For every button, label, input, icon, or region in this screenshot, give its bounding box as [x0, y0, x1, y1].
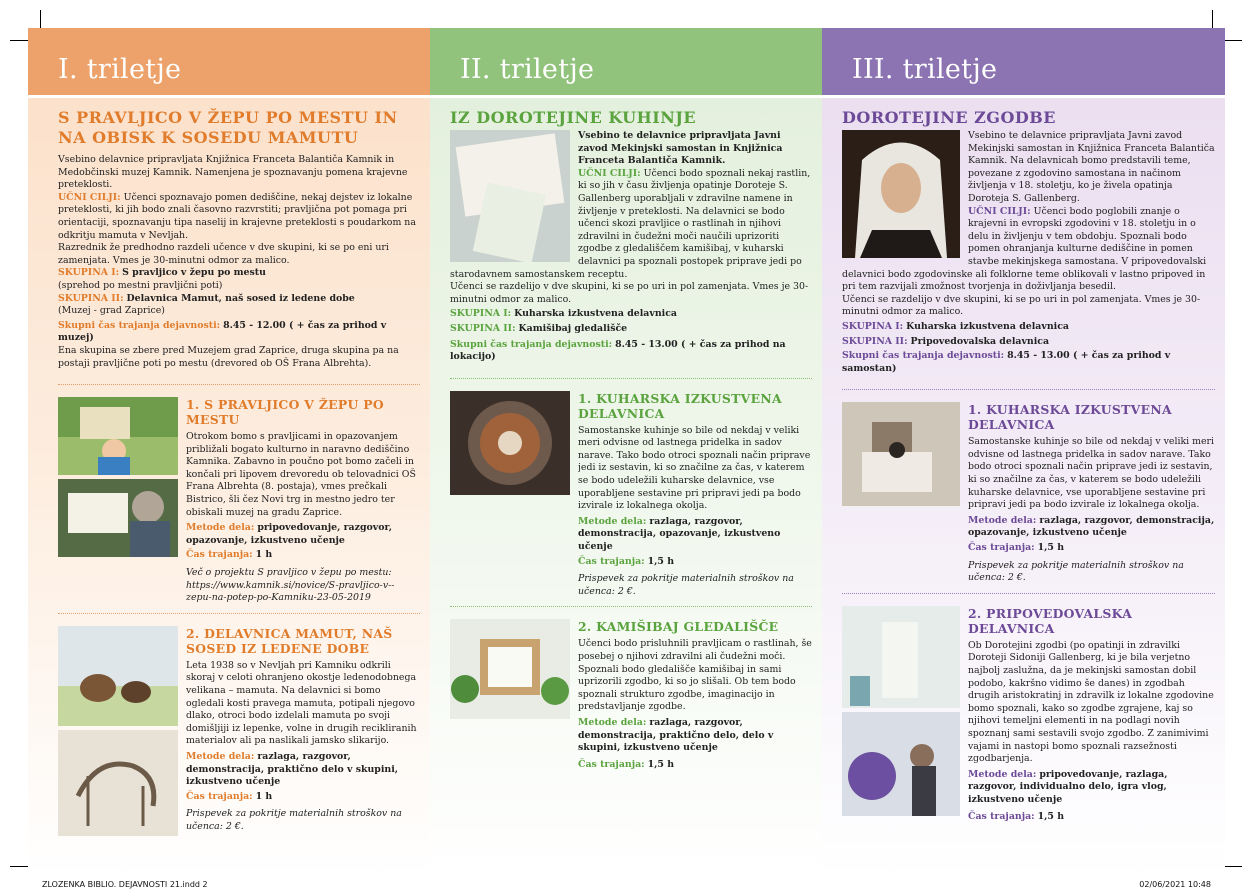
activity-text: Ob Dorotejini zgodbi (po opatinji in zdravilki Doroteji Sidoniji Gallenberg, ki je bila verjetno najbolj zaslužna, da je mekinjski samostan dobil podobo, kakršno vidimo še danes) in zgodbah drugih aristokratinj in zdravilk iz lokalne zgodovine bomo spoznali, kako so zgodbe zgrajene, kaj so njihovi temeljni elementi in na podlagi novih spoznanj sami sestavili svojo zgodbo. Z zanimivimi vajami in nastopi bomo spoznali razsežnosti zgodbarjenja. [968, 639, 1214, 765]
total-time: 8.45 - 12.00 ( + čas za prihod v muzej) [58, 319, 387, 344]
column-header: III. triletje [822, 28, 1225, 95]
activity-card [450, 619, 812, 771]
column-first-triad [28, 28, 430, 878]
group2-name: Pripovedovalska delavnica [910, 335, 1050, 347]
duration-label: Čas trajanja: [578, 555, 645, 567]
activity-note: Prispevek za pokritje materialnih stroškov na učenca: 2 €. [578, 573, 794, 597]
activity-text: Učenci bodo prisluhnili pravljicam o rastlinah, še posebej o njihovi zdravilni ali čudežni moči. Spoznali bodo gledališče kamišibaj in sami uprizorili zgodbo, ki so jo slišali. Ob tem bodo spoznali strukturo zgodbe, imaginacijo in predstavljanje zgodbe. [578, 638, 812, 713]
duration-label: Čas trajanja: [578, 758, 645, 770]
activity-text: Samostanske kuhinje so bile od nekdaj v veliki meri odvisne od lastnega pridelka in sadov narave. Tako bodo otroci spoznali način priprave jedi iz sestavin, ki so značilne za čas, v katerem se bodo udeležili kuharske delavnice, vse uporabljene sestavine pri pripravi jedi pa bodo izvirale iz lokalnega okolja. [578, 424, 811, 512]
duration-label: Čas trajanja: [186, 549, 253, 561]
duration: 1 h [255, 790, 273, 802]
crop-mark [1222, 40, 1242, 41]
methods-label: Metode dela: [186, 750, 255, 762]
methods-label: Metode dela: [968, 514, 1037, 526]
total-time-label: Skupni čas trajanja dejavnosti: [58, 319, 221, 331]
duration-label: Čas trajanja: [968, 810, 1035, 822]
footer-file-name: ZLOZENKA BIBLIO. DEJAVNOSTI 21.indd 2 [42, 880, 208, 889]
footer-timestamp: 02/06/2021 10:48 [1139, 880, 1211, 889]
activity-card [58, 626, 420, 840]
activity-card [842, 402, 1215, 585]
group1-name: S pravljico v žepu po mestu [122, 267, 266, 279]
goals-label: UČNI CILJI: [968, 205, 1031, 217]
column-second-triad [430, 28, 822, 878]
activity-text: Leta 1938 so v Nevljah pri Kamniku odkrili skoraj v celoti ohranjeno okostje ledenodobnega velikana – mamuta. Na delavnici si bomo ogledali kosti pravega mamuta, potipali njegovo dlako, otroci bodo izdelali mamuta po svoji domišljiji iz lepenke, volne in drugih recikliranih materialov ali pa naslikali jamsko slikarijo. [186, 659, 417, 747]
activity-card [58, 397, 420, 605]
group2-label: SKUPINA II: [58, 292, 124, 304]
activity-title: 2. DELAVNICA MAMUT, NAŠ SOSED IZ LEDENE DOBE [186, 625, 393, 656]
divider [58, 613, 420, 614]
duration: 1,5 h [1037, 542, 1065, 554]
mammoth-photos [58, 626, 178, 836]
kamishibai-photo [450, 619, 570, 719]
group1-label: SKUPINA I: [842, 320, 904, 332]
goals-text: Učenci bodo spoznali nekaj rastlin, ki so jih v času življenja opatinje Doroteje S. Gallenberg uporabljali v zdravilne namene in življenje v preteklosti. Na delavnici se bodo učenci skozi pravljice o rastlinah in njihovi zdravilni in čudežni moči naučili uprizoriti zgodbe z gledališčem kamišibaj, v kuharski delavnici pa spoznali postopek priprave jedi po starodavnem samostanskem receptu. [450, 167, 811, 280]
group2-name: Delavnica Mamut, naš sosed iz ledene dobe [126, 292, 355, 304]
intro-text: Vsebino te delavnice pripravljata Javni zavod Mekinjski samostan in Knjižnica Franceta Balantiča Kamnik. [578, 130, 783, 167]
total-time-label: Skupni čas trajanja dejavnosti: [842, 350, 1005, 362]
total-time: 8.45 - 13.00 ( + čas za prihod na lokacijo) [450, 338, 786, 363]
program-title: DOROTEJINE ZGODBE [842, 108, 1056, 127]
activity-title: 2. PRIPOVEDOVALSKA DELAVNICA [968, 605, 1133, 636]
dish-photo [450, 391, 570, 495]
crop-mark [40, 10, 41, 30]
group1-label: SKUPINA I: [450, 308, 512, 320]
column-third-triad [822, 28, 1225, 878]
crop-mark [1212, 10, 1213, 30]
groups-text: Učenci se razdelijo v dve skupini, ki se po uri in pol zamenjata. Vmes je 30-minutni odmor za malico. [842, 293, 1201, 318]
methods-label: Metode dela: [186, 522, 255, 534]
methods: pripovedovanje, razgovor, opazovanje, izkustveno učenje [186, 522, 392, 546]
goals-label: UČNI CILJI: [58, 191, 121, 203]
group2-note: (Muzej - grad Zaprice) [58, 305, 165, 317]
duration: 1,5 h [647, 555, 675, 567]
activity-text: Otrokom bomo s pravljicami in opazovanjem približali bogato kulturno in naravno dediščino Kamnika. Zabavno in poučno pot bomo začeli in končali pri lipovem drevoredu ob telovadnici OŠ Frana Albrehta (8. postaja), vmes prečkali Bistrico, šli čez Novi trg in mestno jedro ter obiskali muzej na gradu Zaprice. [186, 431, 416, 518]
activity-card [450, 391, 812, 599]
methods: pripovedovanje, razlaga, razgovor, individualno delo, igra vlog, izkustveno učenje [968, 768, 1168, 805]
goals-label: UČNI CILJI: [578, 167, 641, 179]
extra-text: Ena skupina se zbere pred Muzejem grad Zaprice, druga skupina pa na postaji pravljične poti po mestu (drevored ob OŠ Frana Albrehta). [58, 344, 399, 369]
group1-name: Kuharska izkustvena delavnica [514, 308, 677, 320]
methods-label: Metode dela: [578, 515, 647, 527]
duration: 1,5 h [1037, 810, 1065, 822]
brochure-page [28, 28, 1225, 878]
children-photos [58, 397, 178, 557]
methods: razlaga, razgovor, demonstracija, praktično delo, delo v skupini, izkustveno učenje [578, 716, 774, 754]
total-time: 8.45 - 13.00 ( + čas za prihod v samostan) [842, 350, 1171, 374]
group2-name: Kamišibaj gledališče [518, 322, 628, 334]
goals-text: Učenci spoznavajo pomen dediščine, nekaj dejstev iz lokalne preteklosti, ki jih bodo znali časovno razvrstiti; pravljična pot pomaga pri orientaciji, spoznavanju tipa naselij in krajevne preteklosti s poudarkom na odkritju mamuta v Nevljah. [58, 191, 416, 241]
divider [58, 384, 420, 385]
group2-label: SKUPINA II: [450, 322, 516, 334]
divider [450, 378, 812, 379]
activity-text: Samostanske kuhinje so bile od nekdaj v veliki meri odvisne od lastnega pridelka in sadov narave. Tako bodo otroci spoznali način priprave jedi iz sestavin, ki so značilne za čas, v katerem se bodo udeležili kuharske delavnice, vse uporabljene sestavine pri pripravi jedi pa bodo izvirale iz lokalnega okolja. [968, 436, 1215, 511]
crop-mark [10, 40, 30, 41]
duration: 1,5 h [647, 758, 675, 770]
program-title: S PRAVLJICO V ŽEPU PO MESTU IN NA OBISK K SOSEDU MAMUTU [58, 108, 398, 147]
group2-label: SKUPINA II: [842, 335, 908, 347]
activity-note: Prispevek za pokritje materialnih stroškov na učenca: 2 €. [186, 808, 402, 832]
program-title: IZ DOROTEJINE KUHINJE [450, 108, 697, 127]
group1-label: SKUPINA I: [58, 267, 120, 279]
activity-card [842, 606, 1215, 823]
methods: razlaga, razgovor, demonstracija, praktično delo v skupini, izkustveno učenje [186, 750, 399, 788]
group1-note: (sprehod po mestni pravljični poti) [58, 279, 223, 291]
activity-title: 1. KUHARSKA IZKUSTVENA DELAVNICA [968, 402, 1172, 433]
groups-text: Učenci se razdelijo v dve skupini, ki se po uri in pol zamenjata. Vmes je 30-minutni odmor za malico. [450, 281, 809, 305]
total-time-label: Skupni čas trajanja dejavnosti: [450, 338, 613, 350]
duration-label: Čas trajanja: [968, 542, 1035, 554]
cookbook-photo [450, 130, 570, 262]
duration: 1 h [255, 549, 273, 561]
goals-text: Učenci bodo poglobili znanje o krajevni in evropski zgodovini v 18. stoletju in o delu in življenju v tem obdobju. Spoznali bodo pomen ohranjanja kulturne dediščine in pomen stavbe mekinjskega samostana. V pripovedovalski delavnici bodo zgodovinske ali folklorne teme oblikovali v lastno pripoved in pri tem razvijali zmožnost tvorjenja in doživljanja besedil. [842, 205, 1207, 293]
activity-title: 1. KUHARSKA IZKUSTVENA DELAVNICA [578, 390, 782, 421]
methods: razlaga, razgovor, demonstracija, opazovanje, izkustveno učenje [968, 514, 1215, 539]
duration-label: Čas trajanja: [186, 790, 253, 802]
methods-label: Metode dela: [578, 716, 647, 728]
intro-text: Vsebino te delavnice pripravljata Javni zavod Mekinjski samostan in Knjižnica Franceta Balantiča Kamnik. Na delavnicah bomo predstavili teme, povezane z zgodovino samostana in načinom življenja v 18. stoletju, ko je živela opatinja Doroteja S. Gallenberg. [968, 130, 1215, 204]
activity-note: Več o projektu S pravljico v žepu po mestu: https://www.kamnik.si/novice/S-pravljico-v--zepu-na-potep-po-Kamniku-23-05-2019 [186, 567, 395, 604]
intro-text: Vsebino delavnice pripravljata Knjižnica Franceta Balantiča Kamnik in Medobčinski muzej Kamnik. Namenjena je spoznavanju pomena krajevne preteklosti. [58, 154, 408, 191]
divider [842, 389, 1215, 390]
group1-name: Kuharska izkustvena delavnica [906, 320, 1069, 332]
crop-mark [10, 866, 30, 867]
column-header: II. triletje [430, 28, 822, 95]
activity-title: 2. KAMIŠIBAJ GLEDALIŠČE [578, 619, 779, 635]
abbess-portrait [842, 130, 960, 258]
crop-mark [1222, 866, 1242, 867]
storytelling-photos [842, 606, 960, 816]
divider [450, 606, 812, 607]
methods: razlaga, razgovor, demonstracija, opazovanje, izkustveno učenje [578, 515, 781, 553]
methods-label: Metode dela: [968, 768, 1037, 780]
groups-text: Razrednik že predhodno razdeli učence v dve skupini, ki se po eni uri zamenjata. Vmes je 30-minutni odmor za malico. [58, 242, 389, 266]
activity-note: Prispevek za pokritje materialnih stroškov na učenca: 2 €. [968, 559, 1184, 584]
activity-title: 1. S PRAVLJICO V ŽEPU PO MESTU [186, 397, 384, 428]
kitchen-photo [842, 402, 960, 506]
divider [842, 593, 1215, 594]
column-header: I. triletje [28, 28, 430, 95]
